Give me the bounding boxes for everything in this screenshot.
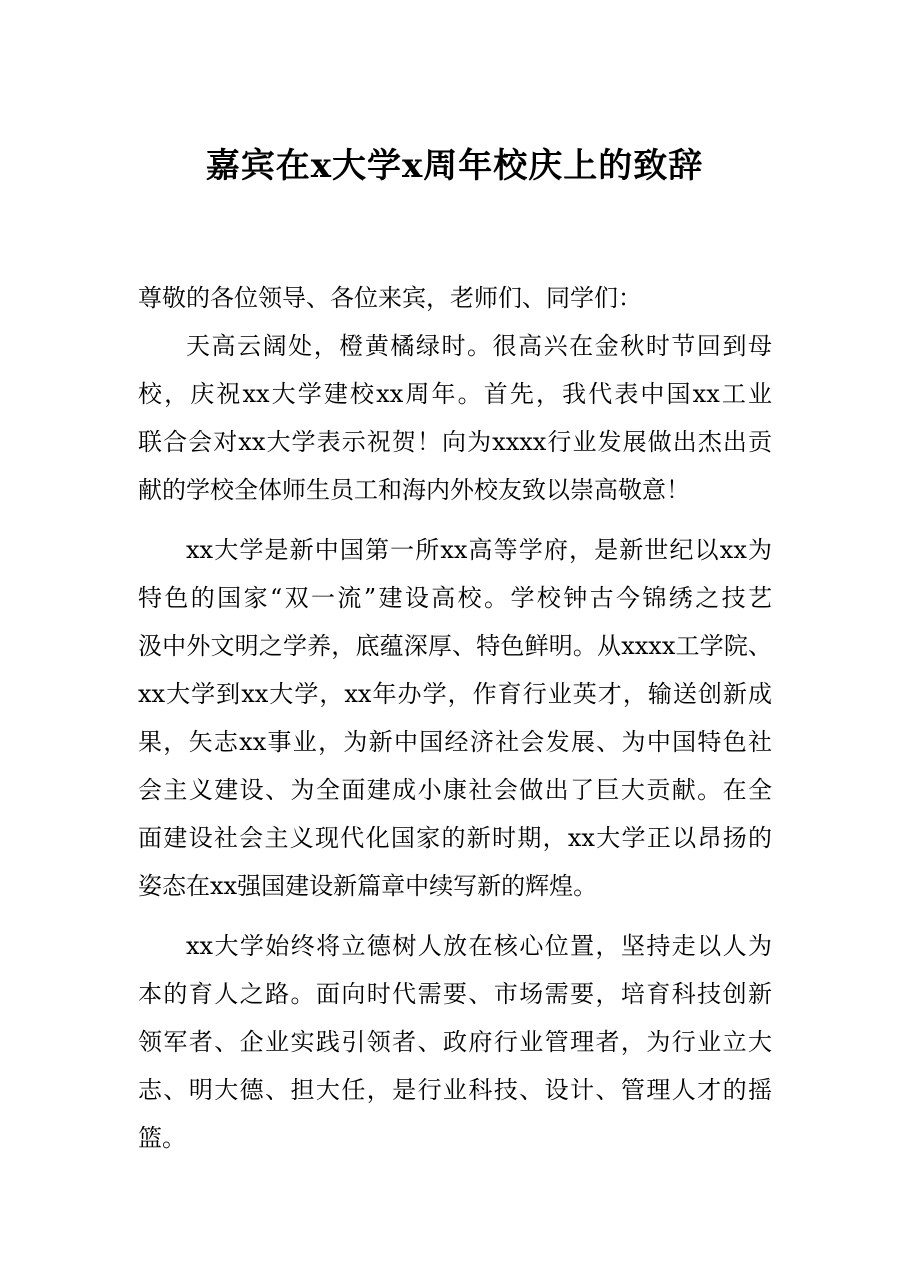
paragraph-line: 姿态在xx强国建设新篇章中续写新的辉煌。 (138, 872, 598, 900)
paragraph-line: 志、明大德、担大任，是行业科技、设计、管理人才的摇 (138, 1076, 772, 1104)
paragraph-line: 联合会对xx大学表示祝贺！向为xxxx行业发展做出杰出贡 (138, 428, 772, 456)
paragraph-3 (138, 922, 772, 1162)
paragraph-line: 汲中外文明之学养，底蕴深厚、特色鲜明。从xxxx工学院、 (138, 632, 772, 660)
paragraph-line: 篮。 (138, 1124, 186, 1152)
paragraph-line: 校，庆祝xx大学建校xx周年。首先，我代表中国xx工业 (138, 380, 772, 408)
paragraph-2 (138, 526, 772, 910)
paragraph-line: 本的育人之路。面向时代需要、市场需要，培育科技创新 (138, 980, 772, 1008)
paragraph-line: 果，矢志xx事业，为新中国经济社会发展、为中国特色社 (138, 728, 772, 756)
paragraph-1 (138, 322, 772, 514)
paragraph-line: xx大学是新中国第一所xx高等学府，是新世纪以xx为 (186, 536, 772, 564)
paragraph-line: 会主义建设、为全面建成小康社会做出了巨大贡献。在全 (138, 776, 772, 804)
document-title: 嘉宾在x大学x周年校庆上的致辞 (205, 146, 704, 186)
document-body (138, 274, 772, 1162)
paragraph-line: 天高云阔处，橙黄橘绿时。很高兴在金秋时节回到母 (186, 332, 772, 360)
paragraph-line: 献的学校全体师生员工和海内外校友致以崇高敬意！ (138, 476, 690, 504)
paragraph-line: xx大学始终将立德树人放在核心位置，坚持走以人为 (186, 932, 772, 960)
salutation: 尊敬的各位领导、各位来宾，老师们、同学们： (138, 284, 642, 312)
paragraph-line: 面建设社会主义现代化国家的新时期，xx大学正以昂扬的 (138, 824, 772, 852)
paragraph-line: 特色的国家“双一流”建设高校。学校钟古今锦绣之技艺 (138, 584, 772, 612)
paragraph-line: 领军者、企业实践引领者、政府行业管理者，为行业立大 (138, 1028, 772, 1056)
paragraph-line: xx大学到xx大学，xx年办学，作育行业英才，输送创新成 (138, 680, 772, 708)
